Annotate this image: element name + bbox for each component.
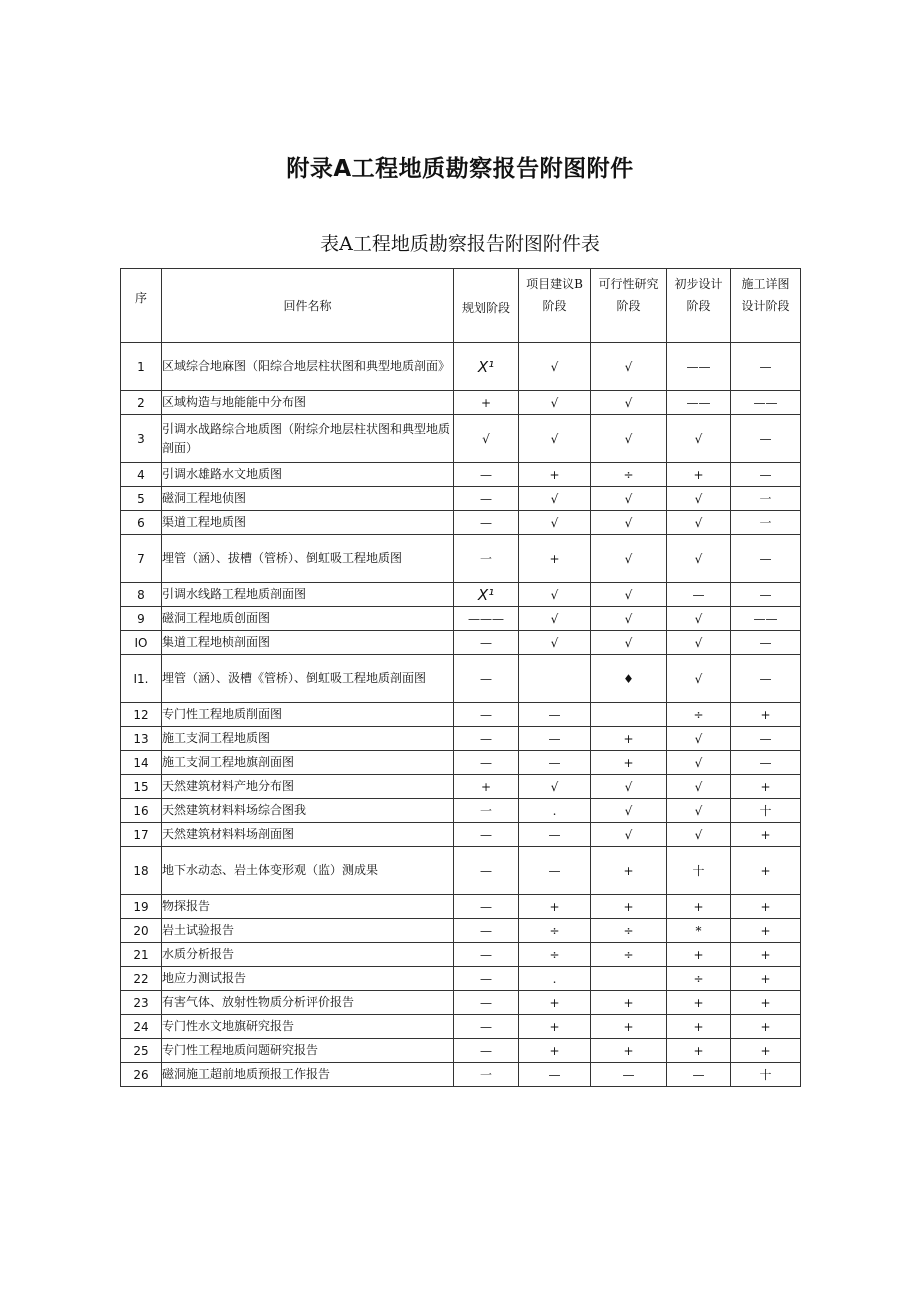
- row-name: 天然建筑材料料场综合图我: [162, 799, 454, 823]
- header-stage-proposal-line2: 阶段: [542, 299, 567, 313]
- row-seq: 18: [121, 847, 162, 895]
- header-stage-feasibility-line1: 可行性研究: [598, 277, 659, 291]
- mark-planning: —: [454, 967, 519, 991]
- table-row: [121, 583, 801, 607]
- mark-feasibility: √: [591, 799, 667, 823]
- table-row: [121, 823, 801, 847]
- mark-planning: √: [454, 415, 519, 463]
- mark-preliminary: √: [667, 535, 731, 583]
- row-name: 天然建筑材料产地分布图: [162, 775, 454, 799]
- row-seq: 1: [121, 343, 162, 391]
- mark-construction: +: [731, 775, 801, 799]
- row-seq: 3: [121, 415, 162, 463]
- row-name: 水质分析报告: [162, 943, 454, 967]
- mark-proposal: [519, 655, 591, 703]
- mark-feasibility: [591, 967, 667, 991]
- row-seq: 8: [121, 583, 162, 607]
- row-seq: 15: [121, 775, 162, 799]
- mark-construction: ——: [731, 607, 801, 631]
- mark-preliminary: ——: [667, 391, 731, 415]
- mark-proposal: √: [519, 487, 591, 511]
- mark-planning: —: [454, 823, 519, 847]
- row-seq: 9: [121, 607, 162, 631]
- mark-feasibility: +: [591, 895, 667, 919]
- table-row: [121, 775, 801, 799]
- header-stage-construction-line2: 设计阶段: [741, 299, 790, 313]
- mark-planning: —: [454, 919, 519, 943]
- row-seq: 16: [121, 799, 162, 823]
- row-name: 埋管（涵）、汲槽《管桥）、倒虹吸工程地质剖面图: [162, 655, 454, 703]
- mark-construction: 一: [731, 511, 801, 535]
- table-body: [121, 343, 801, 1087]
- header-seq: 序: [121, 269, 162, 343]
- mark-planning: —: [454, 895, 519, 919]
- mark-planning: X¹: [454, 583, 519, 607]
- mark-planning: —: [454, 487, 519, 511]
- row-seq: IO: [121, 631, 162, 655]
- mark-proposal: √: [519, 583, 591, 607]
- table-row: [121, 343, 801, 391]
- table-row: [121, 511, 801, 535]
- mark-construction: 十: [731, 799, 801, 823]
- mark-planning: X¹: [454, 343, 519, 391]
- mark-construction: —: [731, 727, 801, 751]
- mark-preliminary: √: [667, 415, 731, 463]
- mark-preliminary: —: [667, 583, 731, 607]
- mark-feasibility: ♦: [591, 655, 667, 703]
- mark-construction: +: [731, 991, 801, 1015]
- header-stage-construction: [731, 269, 801, 343]
- header-stage-proposal-line1: 项目建议B: [526, 277, 583, 291]
- mark-planning: ———: [454, 607, 519, 631]
- table-row: [121, 751, 801, 775]
- mark-proposal: √: [519, 631, 591, 655]
- table-row: [121, 535, 801, 583]
- mark-planning: —: [454, 991, 519, 1015]
- mark-construction: +: [731, 919, 801, 943]
- mark-proposal: √: [519, 607, 591, 631]
- header-stage-construction-line1: 施工详图: [741, 277, 790, 291]
- mark-feasibility: +: [591, 727, 667, 751]
- mark-proposal: —: [519, 1063, 591, 1087]
- table-row: [121, 943, 801, 967]
- row-name: 引调水线路工程地质剖面图: [162, 583, 454, 607]
- mark-feasibility: —: [591, 1063, 667, 1087]
- header-stage-preliminary: [667, 269, 731, 343]
- mark-proposal: —: [519, 823, 591, 847]
- table-row: [121, 607, 801, 631]
- row-seq: 21: [121, 943, 162, 967]
- mark-preliminary: +: [667, 895, 731, 919]
- row-name: 天然建筑材料料场剖面图: [162, 823, 454, 847]
- mark-preliminary: √: [667, 487, 731, 511]
- header-stage-proposal: [519, 269, 591, 343]
- header-stage-feasibility: [591, 269, 667, 343]
- mark-preliminary: ——: [667, 343, 731, 391]
- mark-preliminary: +: [667, 463, 731, 487]
- mark-preliminary: √: [667, 655, 731, 703]
- page-title: 附录A工程地质勘察报告附图附件: [286, 156, 634, 182]
- row-name: 渠道工程地质图: [162, 511, 454, 535]
- mark-feasibility: +: [591, 1039, 667, 1063]
- mark-proposal: +: [519, 895, 591, 919]
- mark-planning: —: [454, 751, 519, 775]
- row-name: 磁洞工程地质创面图: [162, 607, 454, 631]
- table-row: [121, 919, 801, 943]
- mark-planning: —: [454, 943, 519, 967]
- table-row: [121, 415, 801, 463]
- table-row: [121, 1063, 801, 1087]
- table-row: [121, 391, 801, 415]
- table-row: [121, 463, 801, 487]
- row-seq: 5: [121, 487, 162, 511]
- mark-proposal: .: [519, 799, 591, 823]
- mark-feasibility: +: [591, 751, 667, 775]
- mark-feasibility: ÷: [591, 919, 667, 943]
- table-row: [121, 703, 801, 727]
- header-stage-preliminary-line2: 阶段: [686, 299, 711, 313]
- row-seq: 2: [121, 391, 162, 415]
- mark-feasibility: √: [591, 487, 667, 511]
- mark-planning: —: [454, 703, 519, 727]
- row-seq: 4: [121, 463, 162, 487]
- mark-planning: 一: [454, 535, 519, 583]
- row-seq: 24: [121, 1015, 162, 1039]
- row-name: 施工支洞工程地质图: [162, 727, 454, 751]
- header-stage-feasibility-line2: 阶段: [616, 299, 641, 313]
- mark-construction: —: [731, 463, 801, 487]
- mark-feasibility: √: [591, 583, 667, 607]
- mark-preliminary: +: [667, 1015, 731, 1039]
- mark-proposal: +: [519, 1039, 591, 1063]
- row-name: 埋管（涵）、拔槽（管桥）、倒虹吸工程地质图: [162, 535, 454, 583]
- mark-construction: 十: [731, 1063, 801, 1087]
- mark-feasibility: √: [591, 823, 667, 847]
- row-seq: 14: [121, 751, 162, 775]
- mark-construction: —: [731, 751, 801, 775]
- row-seq: 6: [121, 511, 162, 535]
- mark-construction: ——: [731, 391, 801, 415]
- row-name: 地应力测试报告: [162, 967, 454, 991]
- header-stage-preliminary-line1: 初步设计: [674, 277, 723, 291]
- mark-planning: —: [454, 847, 519, 895]
- row-name: 地下水动态、岩土体变形观（监）测成果: [162, 847, 454, 895]
- mark-feasibility: √: [591, 775, 667, 799]
- mark-planning: +: [454, 775, 519, 799]
- mark-feasibility: √: [591, 343, 667, 391]
- mark-preliminary: √: [667, 799, 731, 823]
- attachments-table: [120, 268, 801, 1087]
- mark-construction: —: [731, 631, 801, 655]
- row-seq: 19: [121, 895, 162, 919]
- row-seq: 22: [121, 967, 162, 991]
- mark-construction: +: [731, 823, 801, 847]
- mark-planning: 一: [454, 1063, 519, 1087]
- mark-preliminary: +: [667, 943, 731, 967]
- mark-planning: —: [454, 511, 519, 535]
- table-title: 表A工程地质勘察报告附图附件表: [320, 233, 600, 255]
- mark-construction: —: [731, 343, 801, 391]
- row-name: 磁洞施工超前地质预报工作报告: [162, 1063, 454, 1087]
- row-seq: 17: [121, 823, 162, 847]
- mark-feasibility: √: [591, 535, 667, 583]
- mark-feasibility: √: [591, 391, 667, 415]
- mark-preliminary: √: [667, 775, 731, 799]
- table-row: [121, 799, 801, 823]
- mark-construction: +: [731, 847, 801, 895]
- mark-feasibility: ÷: [591, 463, 667, 487]
- table-row: [121, 895, 801, 919]
- mark-construction: —: [731, 415, 801, 463]
- mark-construction: —: [731, 583, 801, 607]
- table-row: [121, 1015, 801, 1039]
- table-row: [121, 631, 801, 655]
- mark-construction: +: [731, 1039, 801, 1063]
- mark-proposal: √: [519, 343, 591, 391]
- mark-planning: +: [454, 391, 519, 415]
- row-seq: 26: [121, 1063, 162, 1087]
- table-row: [121, 655, 801, 703]
- mark-proposal: +: [519, 991, 591, 1015]
- row-seq: 7: [121, 535, 162, 583]
- mark-feasibility: √: [591, 631, 667, 655]
- row-name: 区域综合地麻图（阳综合地层柱状图和典型地质剖面》: [162, 343, 454, 391]
- mark-feasibility: [591, 703, 667, 727]
- mark-construction: +: [731, 1015, 801, 1039]
- row-name: 专门性水文地旗研究报告: [162, 1015, 454, 1039]
- header-stage-planning: [454, 269, 519, 343]
- mark-feasibility: √: [591, 415, 667, 463]
- mark-preliminary: √: [667, 511, 731, 535]
- mark-planning: 一: [454, 799, 519, 823]
- row-seq: 25: [121, 1039, 162, 1063]
- mark-preliminary: √: [667, 727, 731, 751]
- row-name: 施工支洞工程地旗剖面图: [162, 751, 454, 775]
- mark-construction: +: [731, 895, 801, 919]
- table-row: [121, 847, 801, 895]
- row-name: 专门性工程地质问题研究报告: [162, 1039, 454, 1063]
- mark-preliminary: +: [667, 1039, 731, 1063]
- row-seq: 23: [121, 991, 162, 1015]
- mark-preliminary: ÷: [667, 967, 731, 991]
- row-seq: I1.: [121, 655, 162, 703]
- mark-preliminary: *: [667, 919, 731, 943]
- header-stage-planning-label: 规划阶段: [461, 301, 510, 315]
- mark-construction: —: [731, 535, 801, 583]
- row-name: 集道工程地桢剖面图: [162, 631, 454, 655]
- mark-feasibility: ÷: [591, 943, 667, 967]
- mark-feasibility: +: [591, 991, 667, 1015]
- mark-proposal: +: [519, 1015, 591, 1039]
- table-row: [121, 991, 801, 1015]
- header-name: [162, 269, 454, 343]
- row-name: 岩土试验报告: [162, 919, 454, 943]
- table-row: [121, 1039, 801, 1063]
- mark-planning: —: [454, 463, 519, 487]
- mark-proposal: √: [519, 391, 591, 415]
- row-name: 区域构造与地能能中分布图: [162, 391, 454, 415]
- mark-proposal: —: [519, 727, 591, 751]
- mark-proposal: √: [519, 775, 591, 799]
- mark-proposal: +: [519, 535, 591, 583]
- table-header-row: [121, 269, 801, 343]
- mark-preliminary: +: [667, 991, 731, 1015]
- table-row: [121, 487, 801, 511]
- mark-construction: 一: [731, 487, 801, 511]
- table-row: [121, 727, 801, 751]
- mark-proposal: ÷: [519, 919, 591, 943]
- header-name-label: 回件名称: [283, 298, 332, 313]
- mark-feasibility: +: [591, 1015, 667, 1039]
- mark-proposal: —: [519, 751, 591, 775]
- mark-feasibility: √: [591, 511, 667, 535]
- mark-planning: —: [454, 1039, 519, 1063]
- table-row: [121, 967, 801, 991]
- row-seq: 20: [121, 919, 162, 943]
- row-name: 引调水雄路水文地质图: [162, 463, 454, 487]
- row-seq: 13: [121, 727, 162, 751]
- mark-feasibility: √: [591, 607, 667, 631]
- mark-construction: —: [731, 655, 801, 703]
- mark-construction: +: [731, 967, 801, 991]
- mark-preliminary: √: [667, 607, 731, 631]
- row-name: 有害气体、放射性物质分析评价报告: [162, 991, 454, 1015]
- row-name: 引调水战路综合地质图（附综介地层柱状图和典型地质剖面）: [162, 415, 454, 463]
- mark-preliminary: √: [667, 751, 731, 775]
- mark-proposal: .: [519, 967, 591, 991]
- mark-proposal: √: [519, 415, 591, 463]
- mark-proposal: —: [519, 847, 591, 895]
- mark-planning: —: [454, 1015, 519, 1039]
- mark-preliminary: —: [667, 1063, 731, 1087]
- mark-proposal: ÷: [519, 943, 591, 967]
- mark-construction: +: [731, 703, 801, 727]
- row-name: 磁洞工程地侦图: [162, 487, 454, 511]
- mark-proposal: +: [519, 463, 591, 487]
- mark-planning: —: [454, 727, 519, 751]
- mark-preliminary: ÷: [667, 703, 731, 727]
- mark-proposal: —: [519, 703, 591, 727]
- row-name: 物探报告: [162, 895, 454, 919]
- row-name: 专门性工程地质削面图: [162, 703, 454, 727]
- mark-planning: —: [454, 655, 519, 703]
- row-seq: 12: [121, 703, 162, 727]
- mark-feasibility: +: [591, 847, 667, 895]
- mark-planning: —: [454, 631, 519, 655]
- mark-construction: +: [731, 943, 801, 967]
- mark-preliminary: √: [667, 823, 731, 847]
- mark-preliminary: 十: [667, 847, 731, 895]
- mark-preliminary: √: [667, 631, 731, 655]
- mark-proposal: √: [519, 511, 591, 535]
